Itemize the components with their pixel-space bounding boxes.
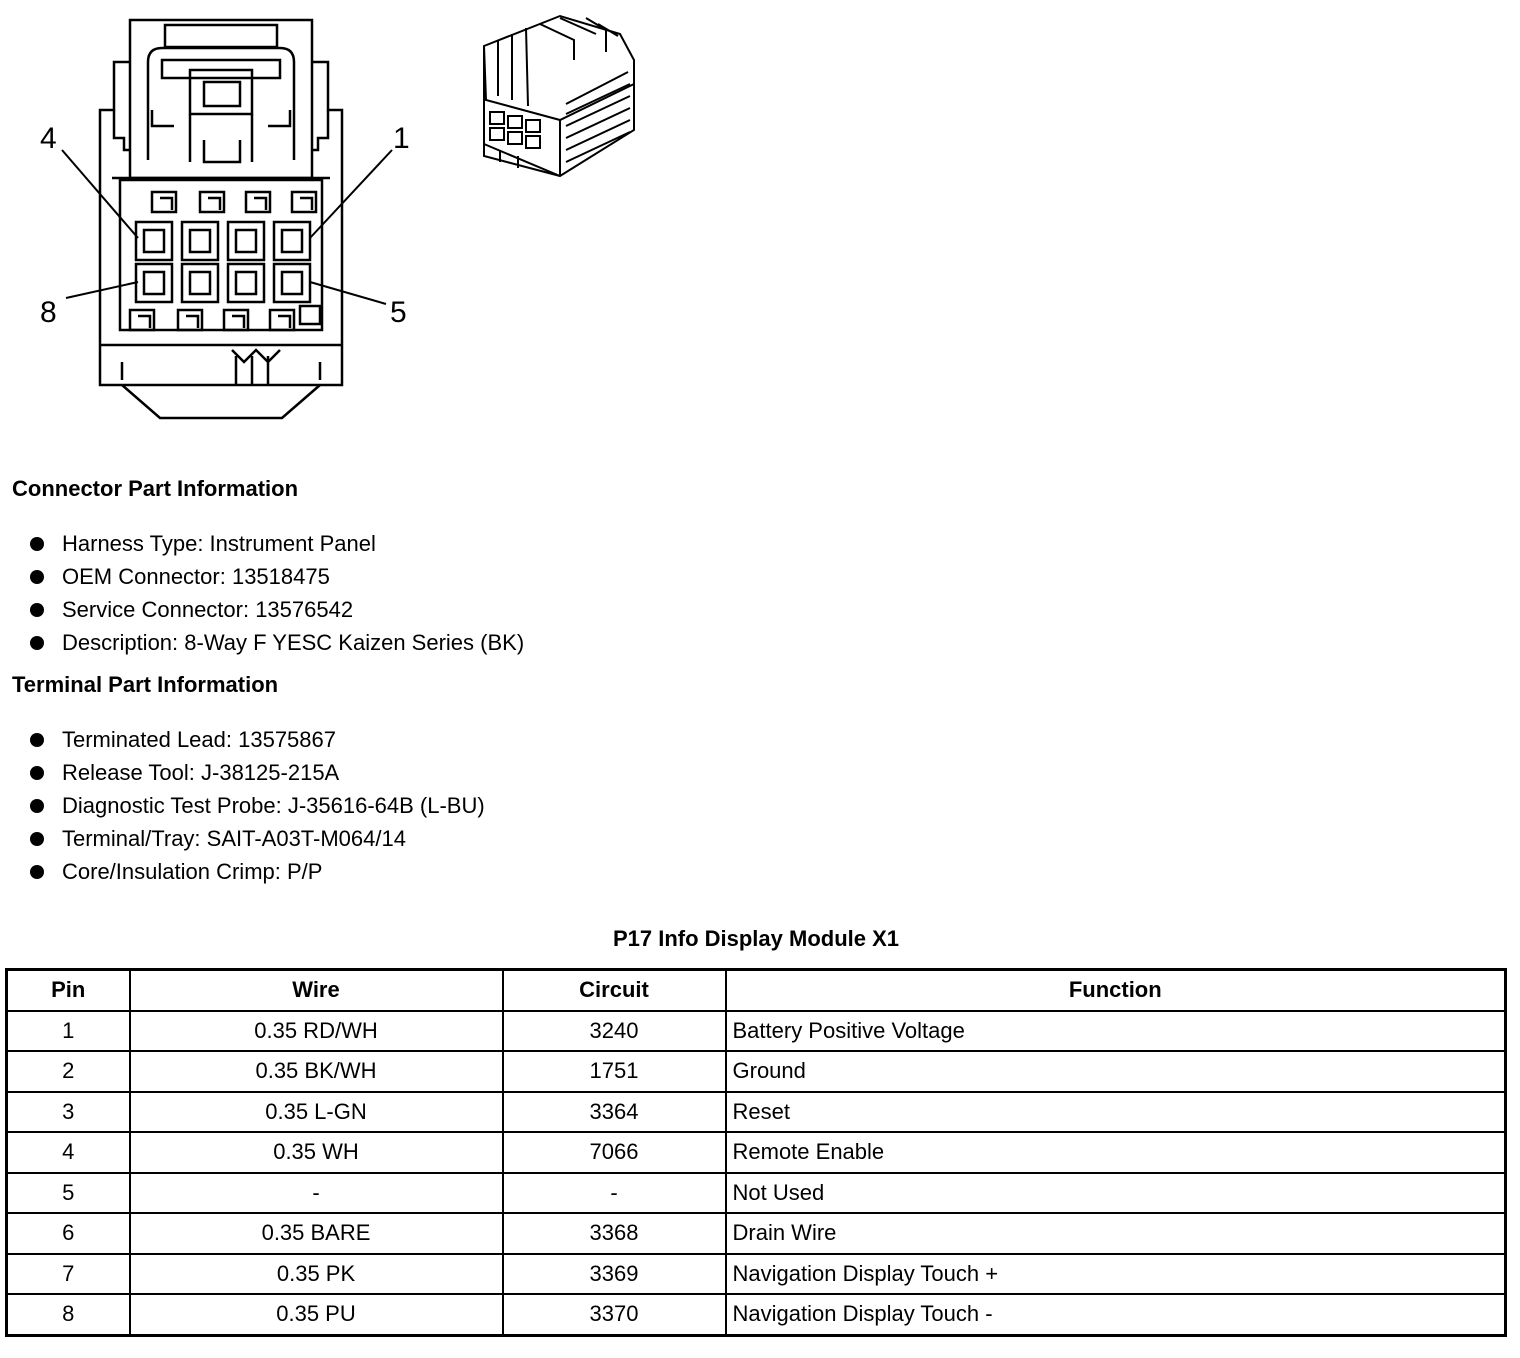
cell-pin: 7 [7,1254,130,1295]
cell-pin: 4 [7,1132,130,1173]
cell-function: Not Used [726,1173,1506,1214]
table-row [7,1011,1506,1052]
list-item: Harness Type: Instrument Panel [30,527,524,560]
table-row [7,1173,1506,1214]
pin-callout-5: 5 [390,296,407,329]
cell-function: Navigation Display Touch + [726,1254,1506,1295]
connector-info-title: Connector Part Information [12,476,299,501]
cell-function: Battery Positive Voltage [726,1011,1506,1052]
terminal-info-title: Terminal Part Information [12,672,279,697]
list-item: Release Tool: J-38125-215A [30,756,485,789]
cell-circuit: 3240 [503,1011,726,1052]
cell-wire: - [130,1173,503,1214]
cell-function: Drain Wire [726,1213,1506,1254]
cell-pin: 5 [7,1173,130,1214]
header-function: Function [726,970,1506,1011]
header-pin: Pin [7,970,130,1011]
cell-wire: 0.35 BARE [130,1213,503,1254]
cell-circuit: 3364 [503,1092,726,1133]
connector-face-view [100,20,342,418]
cell-pin: 3 [7,1092,130,1133]
table-row [7,1132,1506,1173]
list-item: Terminated Lead: 13575867 [30,723,485,756]
list-item: OEM Connector: 13518475 [30,560,524,593]
cell-pin: 2 [7,1051,130,1092]
cell-circuit: 3368 [503,1213,726,1254]
cell-function: Remote Enable [726,1132,1506,1173]
header-wire: Wire [130,970,503,1011]
pinout-table [5,968,1507,1337]
table-header-row [7,970,1506,1011]
header-circuit: Circuit [503,970,726,1011]
cell-circuit: 3369 [503,1254,726,1295]
connector-diagram [0,0,700,440]
table-row [7,1051,1506,1092]
pin-callout-1: 1 [393,122,410,155]
cell-function: Navigation Display Touch - [726,1294,1506,1335]
connector-info-list [30,527,524,659]
table-row [7,1213,1506,1254]
cell-circuit: - [503,1173,726,1214]
cell-circuit: 3370 [503,1294,726,1335]
table-title: P17 Info Display Module X1 [612,926,900,951]
cell-circuit: 1751 [503,1051,726,1092]
cell-pin: 8 [7,1294,130,1335]
list-item: Core/Insulation Crimp: P/P [30,855,485,888]
cell-wire: 0.35 L-GN [130,1092,503,1133]
cell-wire: 0.35 PU [130,1294,503,1335]
connector-3d-view [484,16,634,176]
cell-wire: 0.35 BK/WH [130,1051,503,1092]
cell-pin: 1 [7,1011,130,1052]
cell-function: Reset [726,1092,1506,1133]
pin-callout-8: 8 [40,296,57,329]
pin-callout-4: 4 [40,122,57,155]
terminal-info-list [30,723,485,888]
cell-pin: 6 [7,1213,130,1254]
cell-wire: 0.35 RD/WH [130,1011,503,1052]
cell-function: Ground [726,1051,1506,1092]
list-item: Terminal/Tray: SAIT-A03T-M064/14 [30,822,485,855]
table-row [7,1092,1506,1133]
cell-circuit: 7066 [503,1132,726,1173]
cell-wire: 0.35 WH [130,1132,503,1173]
cell-wire: 0.35 PK [130,1254,503,1295]
table-row [7,1254,1506,1295]
list-item: Description: 8-Way F YESC Kaizen Series (BK) [30,626,524,659]
table-row [7,1294,1506,1335]
list-item: Diagnostic Test Probe: J-35616-64B (L-BU) [30,789,485,822]
list-item: Service Connector: 13576542 [30,593,524,626]
